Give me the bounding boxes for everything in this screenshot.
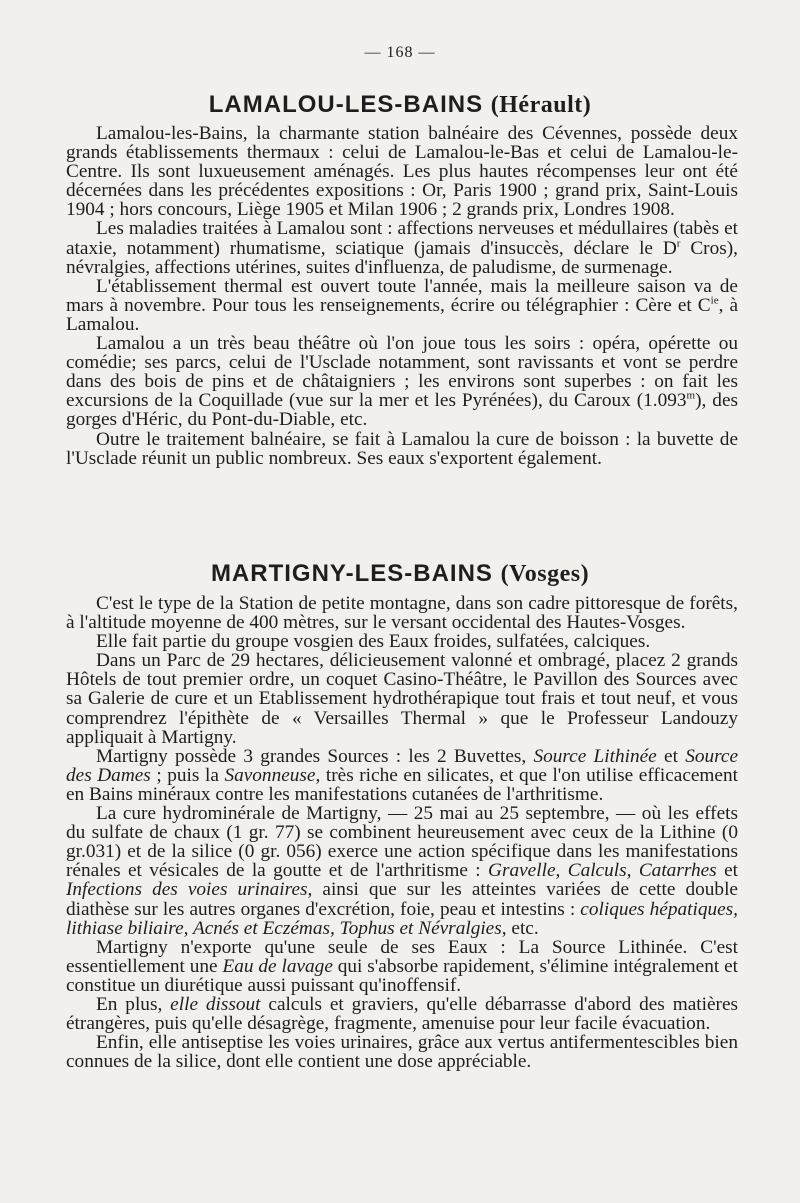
paragraph	[66, 334, 738, 429]
paragraph: C'est le type de la Station de petite montagne, dans son cadre pittoresque de forêts, à l'altitude moyenne de 400 mètres, sur le versant occidental des Hautes-Vosges.	[66, 593, 738, 634]
text-run: Martigny possède 3 grandes Sources : les 2 Buvettes,	[96, 745, 534, 767]
text-run: Lamalou a un très beau théâtre où l'on joue tous les soirs : opéra, opérette ou comédie; ses parcs, celui de l'Usclade notamment, sont ravissants et vont se perdre dans des bois de pins et de châtaigniers ; les environs sont superbes : on fait les excursions de la Coquillade (vue sur la mer et les Pyrénées), du Caroux (1.093	[66, 333, 738, 412]
paragraph	[66, 938, 738, 995]
paragraph	[66, 747, 738, 804]
paragraph: Lamalou-les-Bains, la charmante station balnéaire des Cévennes, possède deux grands établissements thermaux : celui de Lamalou-le-Bas et celui de Lamalou-le-Centre. Ils sont luxueusement aménagés. Les plus hautes récompenses leur ont été décernées dans les précédentes expositions : Or, Paris 1900 ; grand prix, Saint-Louis 1904 ; hors concours, Liège 1905 et Milan 1906 ; 2 grands prix, Londres 1908.	[66, 123, 738, 221]
superscript: r	[676, 237, 681, 250]
section-region: (Hérault)	[490, 92, 592, 118]
text-run: et	[656, 745, 686, 767]
text-run: et	[716, 860, 738, 882]
text-run: La cure hydrominérale de Martigny, — 25 mai au 25 septembre, — où les effets du sulfate de chaux (1 gr. 77) se combinent heureusement avec ceux de la Lithine (0 gr.031) et de la silice (0 gr. 056) exerce une action spécifique dans les manifestations rénales et vésicales de la goutte et de l'arthritisme :	[66, 803, 738, 882]
section-body-lamalou	[66, 124, 738, 468]
section-region: (Vosges)	[500, 561, 590, 587]
text-run: , très riche en silicates, et que l'on utilise efficacement en Bains minéraux contre les manifestations cutanées de l'arthritisme.	[66, 764, 738, 805]
text-run: Martigny n'exporte qu'une seule de ses Eaux : La Source Lithinée. C'est essentiellement une	[66, 936, 738, 977]
italic-text: elle dissout	[170, 993, 261, 1015]
italic-text: Gravelle, Calculs, Catarrhes	[488, 860, 717, 882]
paragraph	[66, 277, 738, 334]
paragraph: Enfin, elle antiseptise les voies urinaires, grâce aux vertus antifermentescibles bien connues de la silice, dont elle contient une dose appréciable.	[66, 1032, 738, 1073]
superscript: ie	[710, 294, 719, 307]
text-run: ), des gorges d'Héric, du Pont-du-Diable, etc.	[66, 390, 739, 431]
text-run: ; puis la	[150, 764, 225, 786]
paragraph	[66, 804, 738, 938]
text-run: L'établissement thermal est ouvert toute l'année, mais la meilleure saison va de mars à novembre. Pour tous les renseignements, écrire ou télégraphier : Cère et C	[66, 275, 738, 316]
text-run: Les maladies traitées à Lamalou sont : affections nerveuses et médullaires (tabès et ataxie, notamment) rhumatisme, sciatique (jamais d'insuccès, déclare le D	[66, 218, 738, 259]
paragraph: Dans un Parc de 29 hectares, délicieusement valonné et ombragé, placez 2 grands Hôtels de tout premier ordre, un coquet Casino-Théâtre, le Pavillon des Sources avec sa Galerie de cure et un Etablissement hydrothérapique tout frais et tout neuf, et vous comprendrez l'épithète de « Versailles Thermal » que le Professeur Landouzy appliquait à Martigny.	[66, 650, 738, 748]
section-title-text: LAMALOU-LES-BAINS	[208, 91, 484, 118]
italic-text: Savonneuse	[224, 764, 316, 786]
text-run: , à Lamalou.	[66, 294, 739, 335]
paragraph: Elle fait partie du groupe vosgien des Eaux froides, sulfatées, calciques.	[96, 631, 651, 653]
paragraph	[66, 219, 738, 276]
italic-text: Source Lithinée	[533, 745, 657, 767]
paragraph	[66, 995, 738, 1033]
section-title-text: MARTIGNY-LES-BAINS	[210, 560, 493, 587]
page-number: — 168 —	[364, 44, 436, 61]
section-title-martigny	[0, 560, 800, 588]
italic-text: coliques hépatiques, lithiase biliaire, Acnés et Eczémas, Tophus et Névralgies	[66, 898, 738, 939]
section-title-lamalou	[0, 91, 800, 119]
text-run: calculs et graviers, qu'elle débarrasse d'abord des matières étrangères, puis qu'elle désagrège, fragmente, amenuise pour leur facile évacuation.	[66, 993, 739, 1035]
text-run: , etc.	[501, 917, 539, 939]
text-run: Cros), névralgies, affections utérines, suites d'influenza, de paludisme, de surmenage.	[66, 237, 738, 278]
text-run: En plus,	[96, 993, 171, 1015]
italic-text: Infections des voies urinaires	[66, 879, 308, 901]
italic-text: Eau de lavage	[222, 955, 333, 977]
text-run: , ainsi que sur les atteintes variées de cette double diathèse sur les autres organes d'excrétion, foie, peau et intestins :	[66, 879, 738, 920]
section-body-martigny	[66, 594, 738, 1071]
paragraph: Outre le traitement balnéaire, se fait à Lamalou la cure de boisson : la buvette de l'Usclade réunit un public nombreux. Ses eaux s'exportent également.	[66, 428, 738, 469]
superscript: m	[686, 389, 696, 402]
text-run: qui s'absorbe rapidement, s'élimine intégralement et constitue un diurétique aussi puissant qu'inoffensif.	[66, 955, 739, 996]
italic-text: Source des Dames	[66, 745, 739, 786]
